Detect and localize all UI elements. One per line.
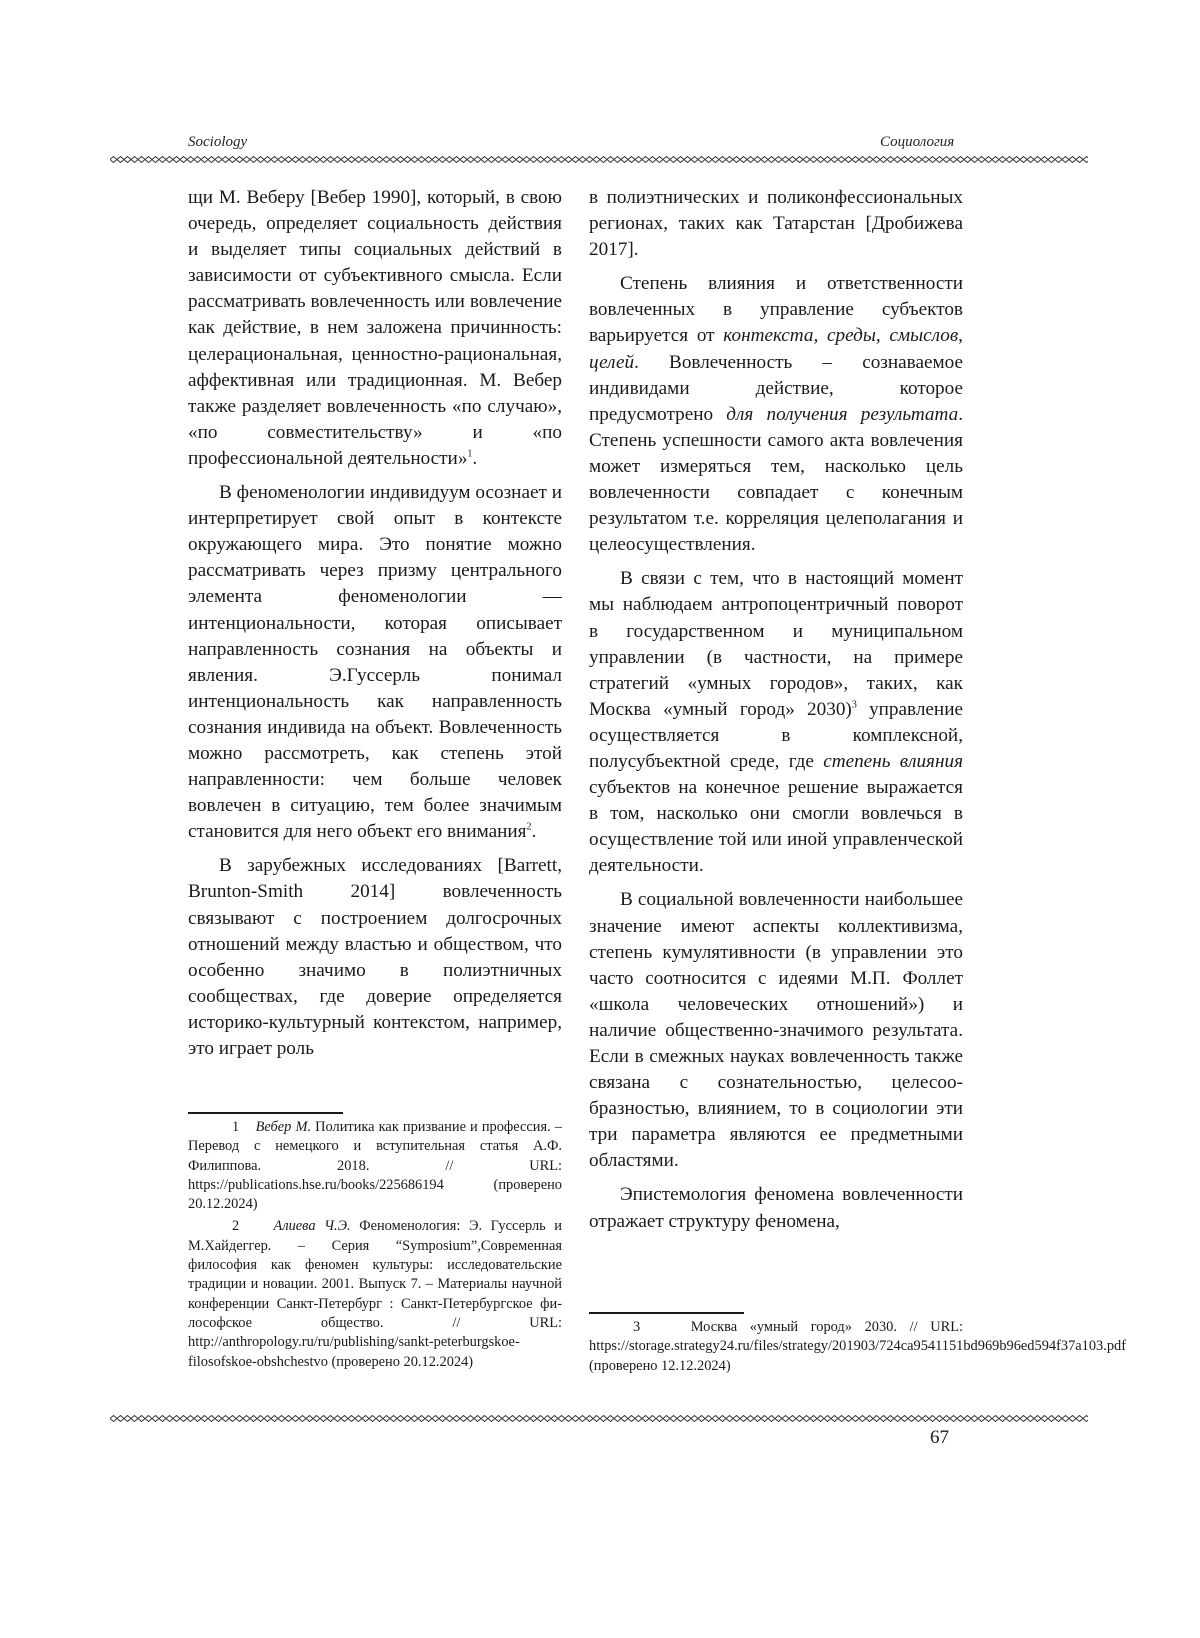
paragraph: В зарубежных исследованиях [Barrett, Brunton-Smith 2014] вовлеченность связывают с построением долгосрочных отношений между властью и обществом, что особенно значимо в полиэтничных сообществах, где доверие определяется историко-культурный контекстом, например, это играет роль xyxy=(188,855,562,1059)
running-header-left: Sociology xyxy=(188,134,248,150)
paragraph: в полиэтнических и поликонфессиональных регионах, таких как Татарстан [Дробижева 2017]. xyxy=(589,187,963,261)
footnote-ref[interactable]: 3 xyxy=(851,699,857,711)
paragraph: В феноменологии индивидуум осознает и интерпретирует свой опыт в контексте окружающего мира. Это понятие можно рассматривать через призму центрального элемента феноменологии — интенциональности, которая описывает направленность сознания на объекты и явления. Э.Гуссерль понимал интенциональность как направленность сознания индивида на объект. Вовлеченность можно рассмотреть, как степень этой направленности: чем больше человек вовлечен в ситуацию, тем более значимым становится для него объект его внимания$^2$. xyxy=(188,482,562,843)
footnote-3: 3 Москва «умный город» 2030. // URL: https://storage.strategy24.ru/files/strategy/201903/724ca9541151bd969b96ed594f37a103.pdf (проверено 12.12.2024) xyxy=(589,1319,1127,1374)
footnote-divider-right xyxy=(589,1312,744,1314)
paragraph: В связи с тем, что в настоящий момент мы наблюдаем антропоцентричный поворот в государственном и муниципальном управлении (в частности, на примере стратегий «умных городов», таких, как Москва «умный город» 2030)$^3$ управление осуществляется в комплексной, полусубъектной среде, где степень влияния субъектов на конечное решение выражается в том, насколько они смогли вовлечься в осуществление той или иной управленческой деятельности. xyxy=(589,568,963,877)
footnotes-left xyxy=(188,1118,562,1375)
running-header-right: Социология xyxy=(880,134,955,150)
paragraph: Степень влияния и ответственности вовлеченных в управление субъектов варьируется от контекста, среды, смыслов, целей. Вовлеченность – сознаваемое индивидами действие, которое предусмотрено для получения результата. Степень успешности самого акта вовлечения может измеряться тем, насколько цель вовлеченности совпадает с конечным результатом т.е. корреляция целеполагания и целеосуществления. xyxy=(589,273,963,556)
text-column-left xyxy=(188,185,562,1062)
footnote-2: 2 Алиева Ч.Э. Феноменология: Э. Гуссерль и М.Хайдеггер. – Серия “Symposium”,Современная философия как феномен культуры: исследовательские традиции и новации. 2001. Выпуск 7. – Материалы научной конференции Санкт-Петербург : Санкт-Петербургское философское общество. // URL: http://anthropology.ru/ru/publishing/sankt-peterburgskoe-filosofskoe-obshchestvo (проверено 20.12.2024) xyxy=(188,1218,562,1370)
decorative-border-bottom xyxy=(110,1415,1088,1422)
paragraph: В социальной вовлеченности наибольшее значение имеют аспекты коллективизма, степень кумулятивности (в управлении это часто соотносится с идеями М.П. Фоллет «школа человеческих отношений») и наличие общественно-значимого результата. Если в смежных науках вовлеченность также связана с сознательностью, целесообразностью, влиянием, то в социологии эти три параметра являются ее предметными областями. xyxy=(589,889,963,1172)
footnote-1: 1 Вебер М. Политика как призвание и профессия. – Перевод с немецкого и вступительная статья А.Ф. Филиппова. 2018. // URL: https://publications.hse.ru/books/225686194 (проверено 20.12.2024) xyxy=(188,1119,562,1213)
footnote-divider-left xyxy=(188,1112,343,1114)
footnote-ref[interactable]: 2 xyxy=(526,821,532,833)
page-number: 67 xyxy=(930,1427,949,1448)
text-column-right xyxy=(589,185,963,1235)
footnotes-right xyxy=(589,1318,1127,1379)
decorative-border-top xyxy=(110,156,1088,163)
footnote-ref[interactable]: 1 xyxy=(467,448,473,460)
paragraph: щи М. Веберу [Вебер 1990], который, в свою очередь, определяет социальность действия и выделяет типы социальных действий в зависимости от субъективного смысла. Если рассматривать вовлеченность или вовлечение как действие, в нем заложена причинность: целерациональная, ценностно-рациональная, аффективная или традиционная. М. Вебер также разделяет вовлеченность «по случаю», «по совместительству» и «по профессиональной деятельности»$^1$. xyxy=(188,187,562,469)
paragraph: Эпистемология феномена вовлеченности отражает структуру феномена, xyxy=(589,1184,963,1232)
